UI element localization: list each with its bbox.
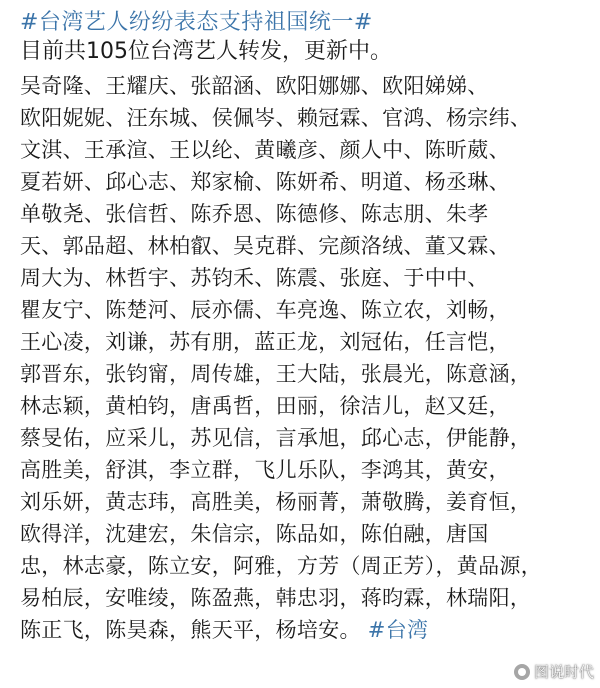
list-line: 蔡旻佑，应采儿，苏见信，言承旭，邱心志，伊能静， [20,426,532,450]
list-line: 吴奇隆、王耀庆、张韶涵、欧阳娜娜、欧阳娣娣、 [20,74,489,98]
watermark-text: 图说时代 [533,663,594,681]
list-line: 欧阳妮妮、汪东城、侯佩岑、赖冠霖、官鸿、杨宗纬、 [20,106,532,130]
list-line: 单敬尧、张信哲、陈乔恩、陈德修、陈志朋、朱孝 [20,202,489,226]
list-line-last [20,614,582,646]
list-line: 夏若妍、邱心志、郑家榆、陈妍希、明道、杨丞琳、 [20,170,510,194]
list-line: 刘乐妍，黄志玮，高胜美，杨丽菁，萧敬腾，姜育恒， [20,490,532,514]
weibo-icon [514,664,530,680]
trailing-hashtag[interactable]: #台湾 [367,618,429,642]
list-line: 王心凌，刘谦，苏有朋，蓝正龙，刘冠佑，任言恺， [20,330,510,354]
list-line: 天、郭品超、林柏叡、吴克群、完颜洛绒、董又霖、 [20,234,510,258]
list-line: 周大为、林哲宇、苏钧禾、陈震、张庭、于中中、 [20,266,489,290]
list-line: 文淇、王承渲、王以纶、黄曦彦、颜人中、陈昕葳、 [20,138,510,162]
list-line: 高胜美，舒淇，李立群，飞儿乐队，李鸿其，黄安， [20,458,510,482]
list-line: 欧得洋，沈建宏，朱信宗，陈品如，陈伯融，唐国 [20,522,489,546]
post-subtitle: 目前共105位台湾艺人转发，更新中。 [20,39,392,64]
list-line: 郭晋东，张钧甯，周传雄，王大陆，张晨光，陈意涵， [20,362,532,386]
list-line: 瞿友宁、陈楚河、辰亦儒、车亮逸、陈立农，刘畅， [20,298,510,322]
list-line: 林志颖，黄柏钧，唐禹哲，田丽，徐洁儿，赵又廷， [20,394,510,418]
last-line-text: 陈正飞，陈昊森，熊天平，杨培安。 [20,618,361,642]
list-line: 忠，林志豪，陈立安，阿雅，方芳（周正芳），黄品源， [20,554,542,578]
watermark [514,661,594,682]
artist-name-list [20,70,582,646]
list-line: 易柏辰，安唯绫，陈盈燕，韩忠羽，蒋昀霖，林瑞阳， [20,586,532,610]
post-hashtag-title[interactable]: #台湾艺人纷纷表态支持祖国统一# [20,10,373,35]
